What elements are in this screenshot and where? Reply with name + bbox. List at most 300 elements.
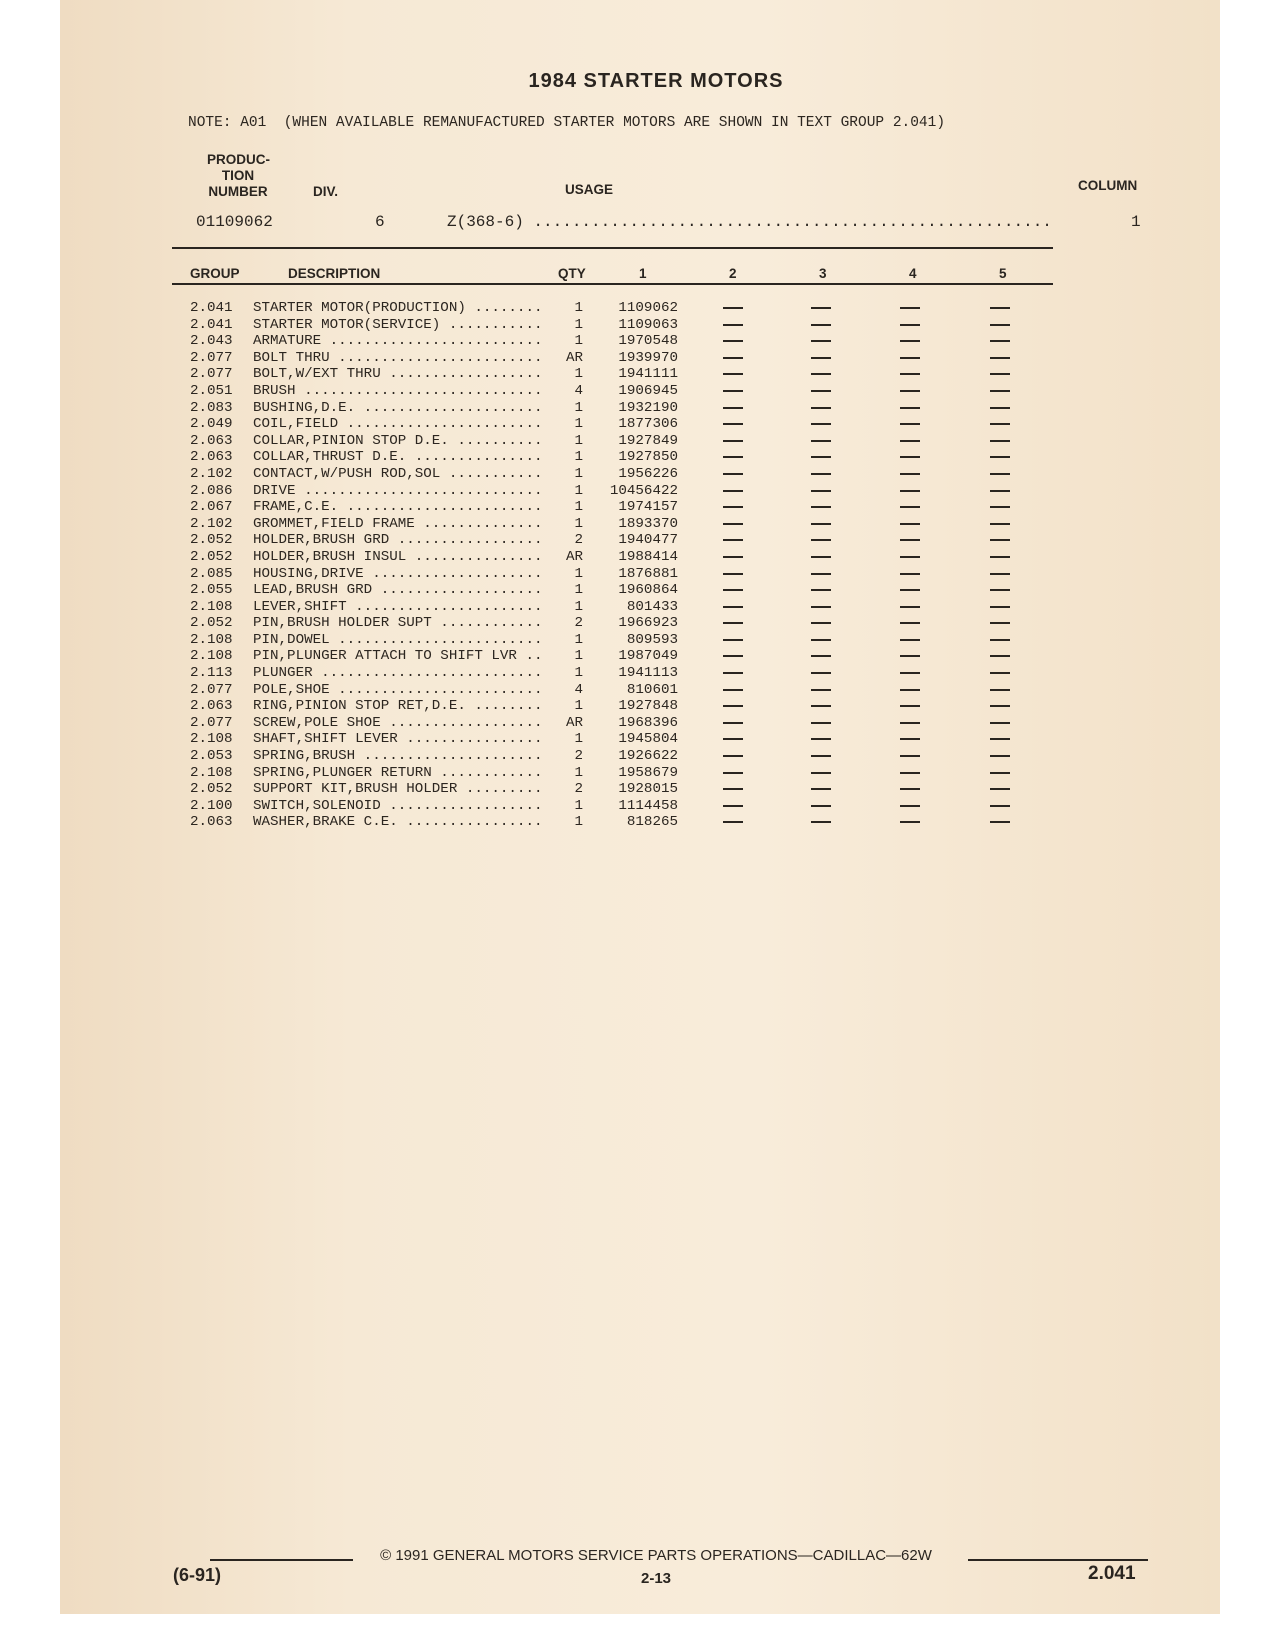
part-number-cell: 1987049 (618, 648, 678, 665)
empty-column-dash (990, 689, 1010, 691)
qty-cell: 1 (574, 482, 583, 499)
empty-column-dash (811, 456, 831, 458)
group-cell: 2.053 (190, 748, 233, 765)
empty-column-dash (900, 655, 920, 657)
description-cell: FRAME,C.E. ....................... (253, 499, 543, 516)
empty-column-dash (990, 506, 1010, 508)
empty-column-dash (990, 606, 1010, 608)
table-row (0, 748, 1275, 765)
empty-column-dash (811, 357, 831, 359)
header-rule-bottom (172, 283, 1053, 285)
description-cell: LEAD,BRUSH GRD ................... (253, 582, 543, 599)
empty-column-dash (811, 672, 831, 674)
empty-column-dash (811, 655, 831, 657)
empty-column-dash (723, 556, 743, 558)
group-cell: 2.052 (190, 548, 233, 565)
footer-page-number: 2-13 (640, 1570, 672, 1587)
part-number-cell: 1939970 (618, 349, 678, 366)
empty-column-dash (990, 821, 1010, 823)
table-row (0, 516, 1275, 533)
empty-column-dash (723, 490, 743, 492)
empty-column-dash (900, 722, 920, 724)
table-row (0, 333, 1275, 350)
qty-cell: 1 (574, 399, 583, 416)
empty-column-dash (900, 357, 920, 359)
empty-column-dash (811, 805, 831, 807)
empty-column-dash (723, 738, 743, 740)
description-cell: PIN,DOWEL ........................ (253, 631, 543, 648)
empty-column-dash (900, 473, 920, 475)
group-cell: 2.052 (190, 615, 233, 632)
part-number-cell: 1876881 (618, 565, 678, 582)
qty-cell: 1 (574, 797, 583, 814)
part-number-cell: 1968396 (618, 714, 678, 731)
qty-cell: 2 (574, 615, 583, 632)
qty-cell: 2 (574, 781, 583, 798)
parts-table (0, 300, 1275, 831)
group-cell: 2.108 (190, 598, 233, 615)
table-row (0, 632, 1275, 649)
empty-column-dash (900, 805, 920, 807)
empty-column-dash (811, 490, 831, 492)
empty-column-dash (811, 407, 831, 409)
empty-column-dash (811, 689, 831, 691)
empty-column-dash (811, 390, 831, 392)
group-cell: 2.063 (190, 698, 233, 715)
table-row (0, 814, 1275, 831)
table-row (0, 350, 1275, 367)
empty-column-dash (990, 407, 1010, 409)
table-row (0, 731, 1275, 748)
col1-header: 1 (639, 266, 647, 281)
empty-column-dash (900, 390, 920, 392)
empty-column-dash (990, 357, 1010, 359)
empty-column-dash (900, 523, 920, 525)
empty-column-dash (811, 556, 831, 558)
part-number-cell: 1941111 (618, 366, 678, 383)
description-cell: ARMATURE ......................... (253, 333, 543, 350)
qty-cell: 1 (574, 465, 583, 482)
qty-cell: 1 (574, 366, 583, 383)
qty-cell: AR (565, 714, 583, 731)
table-row (0, 698, 1275, 715)
qty-cell: 1 (574, 416, 583, 433)
qty-cell: 1 (574, 333, 583, 350)
table-row (0, 400, 1275, 417)
empty-column-dash (723, 655, 743, 657)
empty-column-dash (811, 307, 831, 309)
empty-column-dash (723, 456, 743, 458)
part-number-cell: 1958679 (618, 764, 678, 781)
empty-column-dash (723, 805, 743, 807)
empty-column-dash (990, 523, 1010, 525)
usage-header: USAGE (565, 182, 614, 197)
qty-cell: 1 (574, 565, 583, 582)
empty-column-dash (900, 307, 920, 309)
empty-column-dash (723, 772, 743, 774)
empty-column-dash (900, 738, 920, 740)
page-title: 1984 STARTER MOTORS (528, 70, 784, 92)
table-row (0, 798, 1275, 815)
empty-column-dash (900, 539, 920, 541)
description-cell: COLLAR,PINION STOP D.E. .......... (253, 432, 543, 449)
empty-column-dash (900, 573, 920, 575)
empty-column-dash (900, 423, 920, 425)
empty-column-dash (723, 523, 743, 525)
part-number-cell: 1928015 (618, 781, 678, 798)
table-row (0, 317, 1275, 334)
part-number-cell: 1940477 (618, 532, 678, 549)
empty-column-dash (990, 655, 1010, 657)
table-row (0, 648, 1275, 665)
part-number-cell: 1974157 (618, 499, 678, 516)
description-cell: STARTER MOTOR(SERVICE) ........... (253, 316, 543, 333)
empty-column-dash (990, 589, 1010, 591)
part-number-cell: 809593 (626, 631, 678, 648)
empty-column-dash (811, 324, 831, 326)
group-cell: 2.102 (190, 515, 233, 532)
qty-cell: 1 (574, 648, 583, 665)
empty-column-dash (990, 423, 1010, 425)
description-cell: HOLDER,BRUSH INSUL ............... (253, 548, 543, 565)
table-row (0, 615, 1275, 632)
empty-column-dash (811, 622, 831, 624)
empty-column-dash (723, 722, 743, 724)
group-cell: 2.102 (190, 465, 233, 482)
empty-column-dash (811, 473, 831, 475)
empty-column-dash (723, 573, 743, 575)
group-cell: 2.108 (190, 731, 233, 748)
table-row (0, 549, 1275, 566)
group-cell: 2.063 (190, 814, 233, 831)
group-cell: 2.077 (190, 714, 233, 731)
empty-column-dash (723, 407, 743, 409)
group-cell: 2.108 (190, 631, 233, 648)
table-row (0, 383, 1275, 400)
empty-column-dash (811, 788, 831, 790)
header-rule-top (172, 247, 1053, 249)
description-cell: BUSHING,D.E. ..................... (253, 399, 543, 416)
empty-column-dash (811, 573, 831, 575)
qty-cell: 1 (574, 665, 583, 682)
empty-column-dash (723, 589, 743, 591)
description-cell: HOLDER,BRUSH GRD ................. (253, 532, 543, 549)
empty-column-dash (990, 805, 1010, 807)
qty-cell: 1 (574, 316, 583, 333)
empty-column-dash (990, 324, 1010, 326)
description-cell: SUPPORT KIT,BRUSH HOLDER ......... (253, 781, 543, 798)
column-header: COLUMN (1078, 178, 1138, 193)
table-row (0, 715, 1275, 732)
footer-date: (6-91) (173, 1565, 222, 1585)
table-row (0, 532, 1275, 549)
empty-column-dash (990, 539, 1010, 541)
table-row (0, 599, 1275, 616)
group-cell: 2.077 (190, 366, 233, 383)
group-cell: 2.041 (190, 316, 233, 333)
empty-column-dash (723, 373, 743, 375)
empty-column-dash (723, 390, 743, 392)
table-row (0, 682, 1275, 699)
table-row (0, 416, 1275, 433)
group-cell: 2.043 (190, 333, 233, 350)
empty-column-dash (723, 606, 743, 608)
table-row (0, 449, 1275, 466)
qty-cell: 1 (574, 499, 583, 516)
empty-column-dash (990, 622, 1010, 624)
empty-column-dash (900, 788, 920, 790)
note-text: NOTE: A01 (WHEN AVAILABLE REMANUFACTURED STARTER MOTORS ARE SHOWN IN TEXT GROUP 2.041) (188, 115, 946, 131)
empty-column-dash (990, 639, 1010, 641)
empty-column-dash (900, 589, 920, 591)
usage-production-number: 01109062 (196, 213, 273, 231)
empty-column-dash (990, 307, 1010, 309)
col2-header: 2 (729, 266, 737, 281)
description-cell: LEVER,SHIFT ...................... (253, 598, 543, 615)
group-header: GROUP (190, 266, 240, 281)
empty-column-dash (990, 473, 1010, 475)
empty-column-dash (811, 705, 831, 707)
empty-column-dash (900, 490, 920, 492)
empty-column-dash (723, 440, 743, 442)
table-row (0, 665, 1275, 682)
empty-column-dash (811, 722, 831, 724)
description-cell: STARTER MOTOR(PRODUCTION) ........ (253, 300, 543, 316)
part-number-cell: 1927850 (618, 449, 678, 466)
table-row (0, 582, 1275, 599)
qty-cell: 1 (574, 449, 583, 466)
description-cell: SPRING,PLUNGER RETURN ............ (253, 764, 543, 781)
empty-column-dash (900, 639, 920, 641)
empty-column-dash (811, 589, 831, 591)
qty-cell: 1 (574, 631, 583, 648)
empty-column-dash (723, 340, 743, 342)
description-cell: PIN,BRUSH HOLDER SUPT ............ (253, 615, 543, 632)
qty-cell: 1 (574, 814, 583, 831)
empty-column-dash (900, 456, 920, 458)
qty-cell: 4 (574, 382, 583, 399)
empty-column-dash (900, 705, 920, 707)
usage-div: 6 (375, 213, 385, 231)
production-number-header: PRODUC- TION NUMBER (207, 152, 270, 199)
group-cell: 2.052 (190, 532, 233, 549)
empty-column-dash (811, 523, 831, 525)
empty-column-dash (723, 307, 743, 309)
empty-column-dash (990, 788, 1010, 790)
table-row (0, 366, 1275, 383)
part-number-cell: 1927849 (618, 432, 678, 449)
empty-column-dash (723, 324, 743, 326)
empty-column-dash (723, 473, 743, 475)
table-row (0, 483, 1275, 500)
table-row (0, 566, 1275, 583)
description-cell: COIL,FIELD ....................... (253, 416, 543, 433)
empty-column-dash (900, 373, 920, 375)
description-cell: HOUSING,DRIVE .................... (253, 565, 543, 582)
table-row (0, 300, 1275, 317)
usage-column: 1 (1131, 213, 1141, 231)
part-number-cell: 1956226 (618, 465, 678, 482)
group-cell: 2.049 (190, 416, 233, 433)
qty-cell: 1 (574, 515, 583, 532)
description-cell: BOLT,W/EXT THRU .................. (253, 366, 543, 383)
empty-column-dash (723, 689, 743, 691)
group-cell: 2.041 (190, 300, 233, 316)
description-cell: CONTACT,W/PUSH ROD,SOL ........... (253, 465, 543, 482)
empty-column-dash (811, 539, 831, 541)
qty-cell: 1 (574, 582, 583, 599)
empty-column-dash (900, 772, 920, 774)
empty-column-dash (990, 340, 1010, 342)
qty-cell: 1 (574, 300, 583, 316)
description-cell: WASHER,BRAKE C.E. ................ (253, 814, 543, 831)
empty-column-dash (900, 324, 920, 326)
part-number-cell: 801433 (626, 598, 678, 615)
description-cell: SCREW,POLE SHOE .................. (253, 714, 543, 731)
empty-column-dash (900, 622, 920, 624)
empty-column-dash (990, 556, 1010, 558)
footer-rule-right (968, 1559, 1148, 1561)
empty-column-dash (900, 407, 920, 409)
empty-column-dash (900, 556, 920, 558)
empty-column-dash (811, 738, 831, 740)
description-cell: PLUNGER .......................... (253, 665, 543, 682)
empty-column-dash (723, 357, 743, 359)
part-number-cell: 1109062 (618, 300, 678, 316)
empty-column-dash (723, 788, 743, 790)
col4-header: 4 (909, 266, 917, 281)
empty-column-dash (990, 390, 1010, 392)
group-cell: 2.083 (190, 399, 233, 416)
group-cell: 2.108 (190, 648, 233, 665)
empty-column-dash (811, 772, 831, 774)
group-cell: 2.063 (190, 432, 233, 449)
empty-column-dash (900, 340, 920, 342)
description-cell: RING,PINION STOP RET,D.E. ........ (253, 698, 543, 715)
part-number-cell: 1960864 (618, 582, 678, 599)
empty-column-dash (811, 821, 831, 823)
col3-header: 3 (819, 266, 827, 281)
empty-column-dash (723, 821, 743, 823)
description-cell: PIN,PLUNGER ATTACH TO SHIFT LVR .. (253, 648, 543, 665)
qty-cell: 1 (574, 764, 583, 781)
div-header: DIV. (313, 184, 339, 199)
empty-column-dash (990, 573, 1010, 575)
empty-column-dash (723, 639, 743, 641)
empty-column-dash (990, 738, 1010, 740)
empty-column-dash (990, 755, 1010, 757)
part-number-cell: 1945804 (618, 731, 678, 748)
description-header: DESCRIPTION (288, 266, 381, 281)
empty-column-dash (811, 340, 831, 342)
empty-column-dash (811, 373, 831, 375)
qty-header: QTY (558, 266, 586, 281)
empty-column-dash (900, 821, 920, 823)
qty-cell: AR (565, 349, 583, 366)
part-number-cell: 1906945 (618, 382, 678, 399)
group-cell: 2.085 (190, 565, 233, 582)
group-cell: 2.052 (190, 781, 233, 798)
group-cell: 2.055 (190, 582, 233, 599)
group-cell: 2.100 (190, 797, 233, 814)
empty-column-dash (990, 373, 1010, 375)
empty-column-dash (990, 772, 1010, 774)
qty-cell: 1 (574, 698, 583, 715)
part-number-cell: 1941113 (618, 665, 678, 682)
group-cell: 2.077 (190, 681, 233, 698)
description-cell: DRIVE ............................ (253, 482, 543, 499)
description-cell: SPRING,BRUSH ..................... (253, 748, 543, 765)
qty-cell: 1 (574, 598, 583, 615)
empty-column-dash (990, 722, 1010, 724)
empty-column-dash (900, 606, 920, 608)
empty-column-dash (990, 440, 1010, 442)
empty-column-dash (811, 755, 831, 757)
empty-column-dash (723, 705, 743, 707)
empty-column-dash (723, 622, 743, 624)
table-row (0, 433, 1275, 450)
group-cell: 2.113 (190, 665, 233, 682)
part-number-cell: 10456422 (609, 482, 678, 499)
description-cell: GROMMET,FIELD FRAME .............. (253, 515, 543, 532)
empty-column-dash (900, 755, 920, 757)
qty-cell: 1 (574, 731, 583, 748)
table-row (0, 466, 1275, 483)
group-cell: 2.063 (190, 449, 233, 466)
qty-cell: 2 (574, 532, 583, 549)
group-cell: 2.108 (190, 764, 233, 781)
col5-header: 5 (999, 266, 1007, 281)
qty-cell: 2 (574, 748, 583, 765)
empty-column-dash (811, 423, 831, 425)
table-row (0, 781, 1275, 798)
empty-column-dash (723, 672, 743, 674)
description-cell: POLE,SHOE ........................ (253, 681, 543, 698)
description-cell: SWITCH,SOLENOID .................. (253, 797, 543, 814)
part-number-cell: 1114458 (618, 797, 678, 814)
group-cell: 2.051 (190, 382, 233, 399)
part-number-cell: 1970548 (618, 333, 678, 350)
footer-copyright: © 1991 GENERAL MOTORS SERVICE PARTS OPERATIONS—CADILLAC—62W (380, 1547, 932, 1564)
description-cell: BRUSH ............................ (253, 382, 543, 399)
empty-column-dash (811, 440, 831, 442)
empty-column-dash (990, 672, 1010, 674)
empty-column-dash (990, 456, 1010, 458)
empty-column-dash (990, 705, 1010, 707)
empty-column-dash (990, 490, 1010, 492)
description-cell: COLLAR,THRUST D.E. ............... (253, 449, 543, 466)
part-number-cell: 1932190 (618, 399, 678, 416)
empty-column-dash (723, 506, 743, 508)
part-number-cell: 1926622 (618, 748, 678, 765)
part-number-cell: 1927848 (618, 698, 678, 715)
empty-column-dash (811, 606, 831, 608)
group-cell: 2.077 (190, 349, 233, 366)
qty-cell: 4 (574, 681, 583, 698)
table-row (0, 499, 1275, 516)
empty-column-dash (900, 672, 920, 674)
empty-column-dash (900, 506, 920, 508)
usage-value: Z(368-6) ...................................................... (447, 213, 1052, 231)
part-number-cell: 1893370 (618, 515, 678, 532)
empty-column-dash (723, 423, 743, 425)
empty-column-dash (723, 755, 743, 757)
empty-column-dash (900, 689, 920, 691)
footer-section-number: 2.041 (1088, 1563, 1136, 1584)
empty-column-dash (900, 440, 920, 442)
part-number-cell: 810601 (626, 681, 678, 698)
part-number-cell: 1109063 (618, 316, 678, 333)
